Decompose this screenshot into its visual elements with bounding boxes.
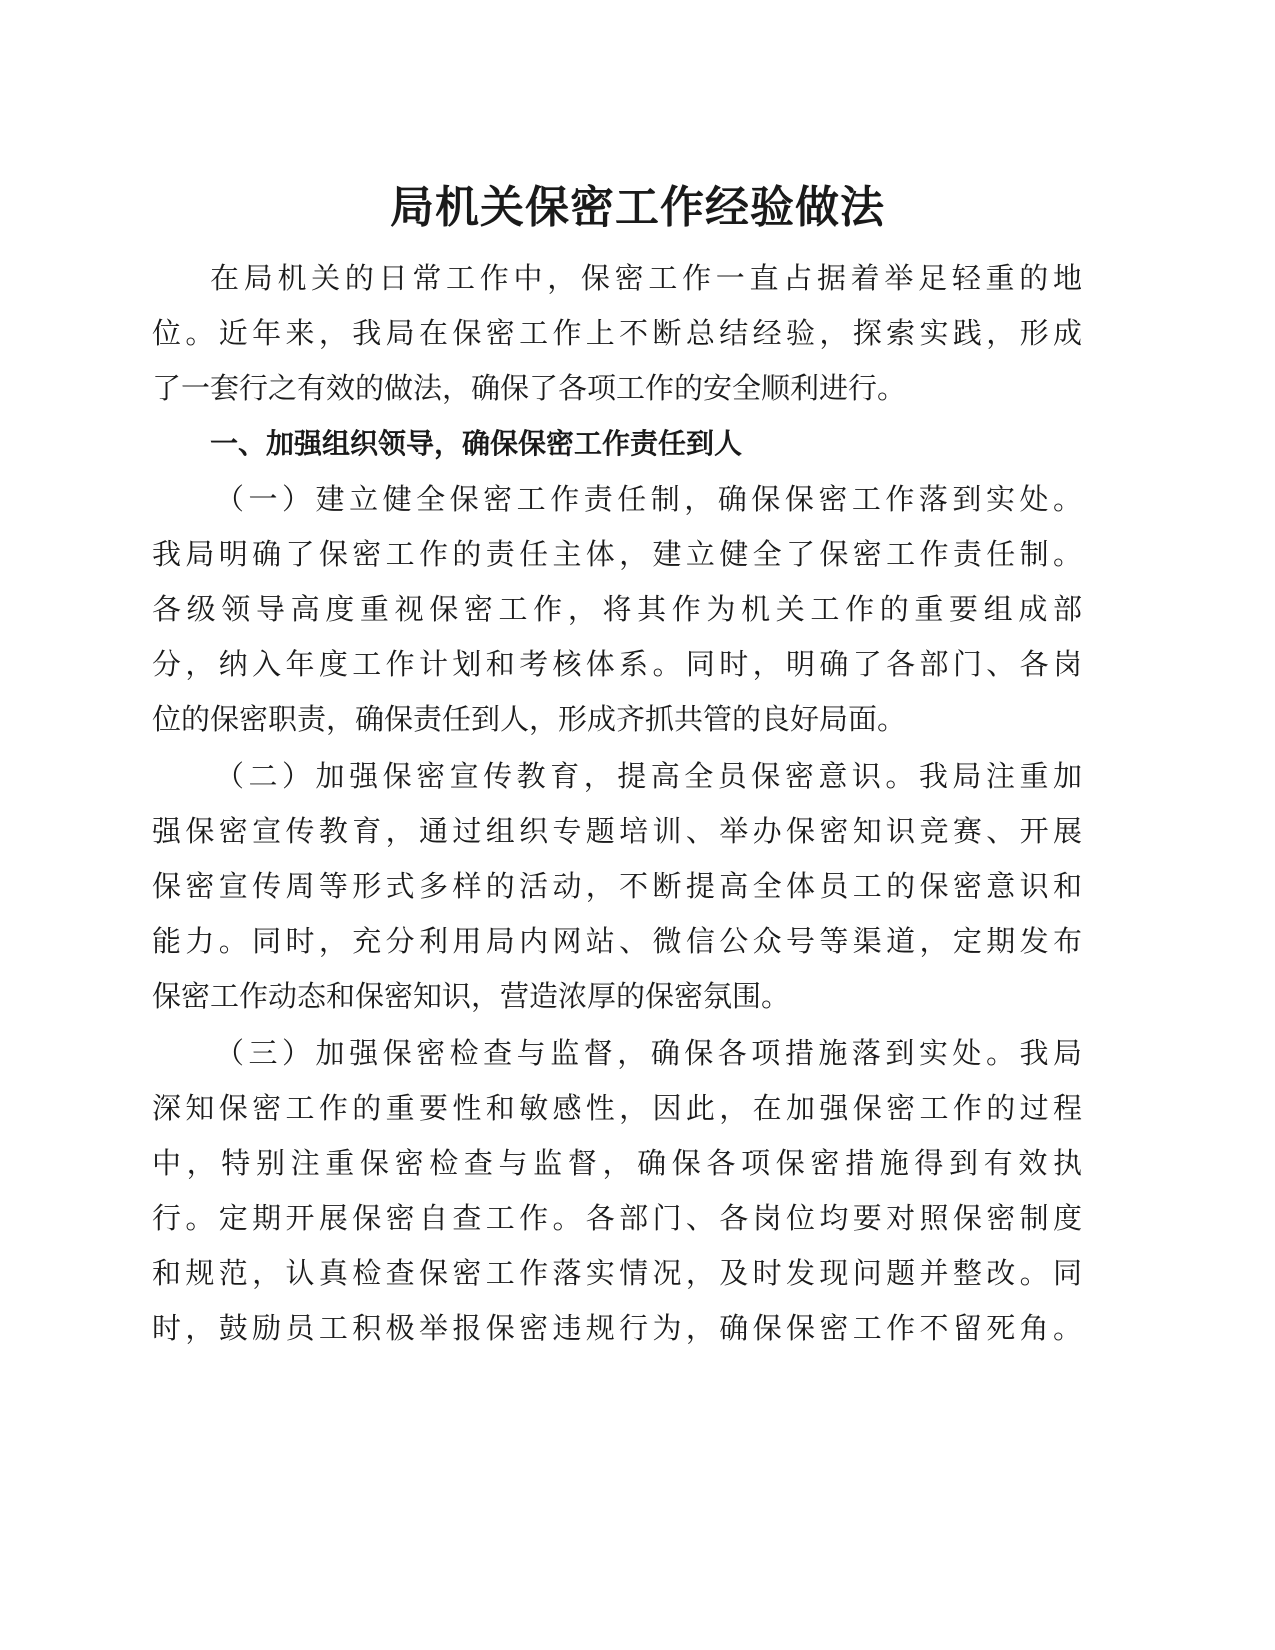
paragraph-line: 位。近年来，我局在保密工作上不断总结经验，探索实践，形成 (152, 316, 1082, 350)
paragraph-line: 在局机关的日常工作中，保密工作一直占据着举足轻重的地 (210, 261, 1082, 295)
paragraph-line: 强保密宣传教育，通过组织专题培训、举办保密知识竞赛、开展 (152, 814, 1082, 848)
paragraph-line: 中，特别注重保密检查与监督，确保各项保密措施得到有效执 (152, 1146, 1082, 1180)
paragraph-line: 位的保密职责，确保责任到人，形成齐抓共管的良好局面。 (152, 702, 907, 736)
paragraph-line: （二）加强保密宣传教育，提高全员保密意识。我局注重加 (215, 759, 1082, 793)
paragraph-line: 保密宣传周等形式多样的活动，不断提高全体员工的保密意识和 (152, 869, 1082, 903)
paragraph-line: 保密工作动态和保密知识，营造浓厚的保密氛围。 (152, 979, 791, 1013)
paragraph-line: 行。定期开展保密自查工作。各部门、各岗位均要对照保密制度 (152, 1201, 1082, 1235)
paragraph-line: （三）加强保密检查与监督，确保各项措施落到实处。我局 (215, 1036, 1082, 1070)
paragraph-line: 各级领导高度重视保密工作，将其作为机关工作的重要组成部 (152, 592, 1082, 626)
section-heading: 一、加强组织领导，确保保密工作责任到人 (210, 427, 743, 460)
paragraph-line: 分，纳入年度工作计划和考核体系。同时，明确了各部门、各岗 (152, 647, 1082, 681)
paragraph-line: 深知保密工作的重要性和敏感性，因此，在加强保密工作的过程 (152, 1091, 1082, 1125)
paragraph-line: 了一套行之有效的做法，确保了各项工作的安全顺利进行。 (152, 371, 907, 405)
paragraph-line: 能力。同时，充分利用局内网站、微信公众号等渠道，定期发布 (152, 924, 1082, 958)
paragraph-line: 时，鼓励员工积极举报保密违规行为，确保保密工作不留死角。 (152, 1311, 1082, 1345)
paragraph-line: 我局明确了保密工作的责任主体，建立健全了保密工作责任制。 (152, 537, 1082, 571)
document-title: 局机关保密工作经验做法 (390, 182, 885, 233)
paragraph-line: （一）建立健全保密工作责任制，确保保密工作落到实处。 (215, 482, 1082, 516)
paragraph-line: 和规范，认真检查保密工作落实情况，及时发现问题并整改。同 (152, 1256, 1082, 1290)
